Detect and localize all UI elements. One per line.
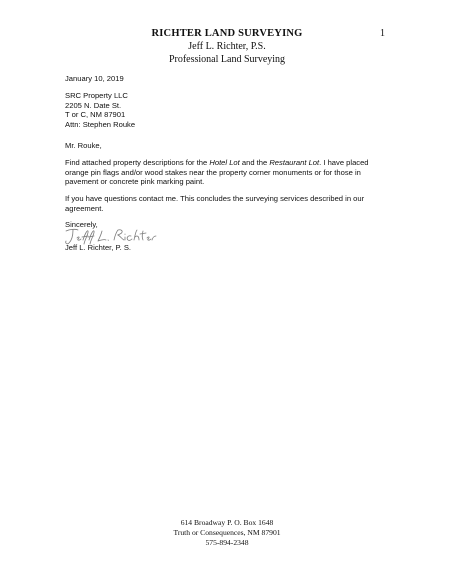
paragraph1-text-a: Find attached property descriptions for the <box>65 158 210 167</box>
salutation: Mr. Rouke, <box>65 141 102 150</box>
paragraph1-text-b: and the <box>239 158 270 167</box>
recipient-address <box>65 91 405 129</box>
paragraph-conclusion <box>65 194 405 213</box>
footer-phone: 575-894-2348 <box>205 538 249 548</box>
paragraph2-line1: If you have questions contact me. This concludes the surveying services described in our <box>65 194 365 203</box>
signer-name: Jeff L. Richter, P. S. <box>65 243 131 252</box>
recipient-attn: Attn: Stephen Rouke <box>65 119 136 129</box>
footer-address: 614 Broadway P. O. Box 1648 <box>180 518 274 527</box>
recipient-city: T or C, NM 87901 <box>65 110 126 120</box>
firm-name: RICHTER LAND SURVEYING <box>151 28 303 39</box>
footer-address-block <box>0 518 454 549</box>
hotel-lot-text: Hotel Lot <box>209 158 240 167</box>
restaurant-lot-text: Restaurant Lot <box>269 158 320 167</box>
page-number: 1 <box>380 28 385 39</box>
footer-city: Truth or Consequences, NM 87901 <box>173 528 281 538</box>
recipient-street: 2205 N. Date St. <box>65 100 122 110</box>
paragraph-property-descriptions <box>65 158 405 187</box>
paragraph1-line1 <box>65 158 405 168</box>
paragraph2-line2: agreement. <box>65 203 104 213</box>
recipient-company: SRC Property LLC <box>65 91 128 100</box>
closing: Sincerely, <box>65 220 98 229</box>
letter-date: January 10, 2019 <box>65 74 124 83</box>
paragraph1-text-c: . I have placed <box>319 158 369 167</box>
paragraph1-line2: orange pin flags and/or wood stakes near the property corner monuments or for those in <box>65 167 361 177</box>
letterhead <box>0 27 454 66</box>
paragraph1-line3: pavement or concrete pink marking paint. <box>65 177 205 187</box>
firm-title: Professional Land Surveying <box>168 54 286 65</box>
surveyor-name: Jeff L. Richter, P.S. <box>188 41 266 52</box>
